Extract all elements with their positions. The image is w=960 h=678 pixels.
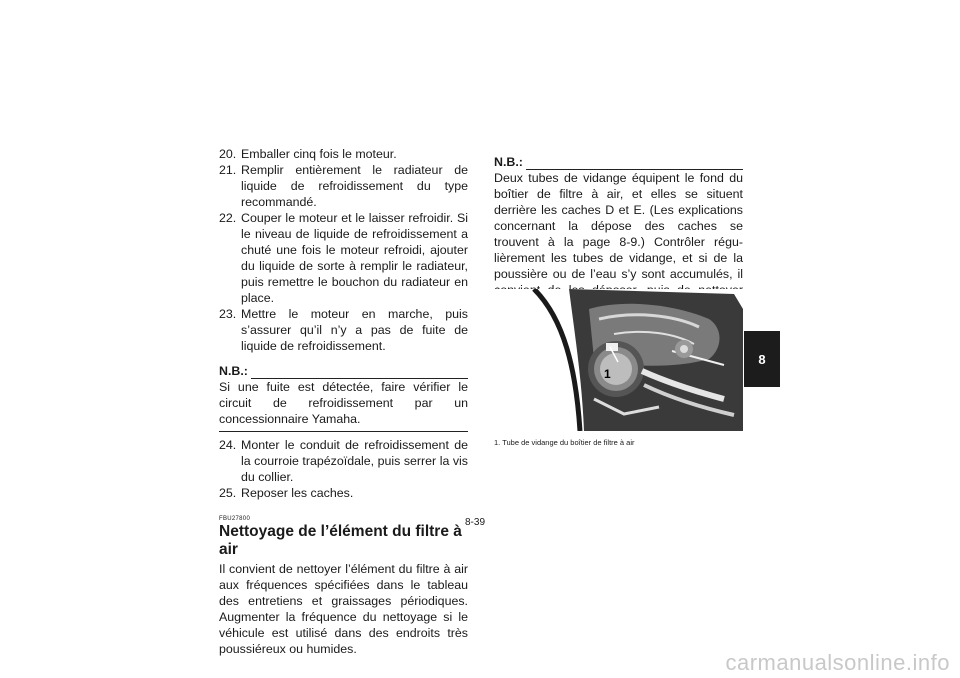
note-header	[494, 154, 743, 170]
left-column	[219, 146, 468, 657]
note-rule	[251, 367, 468, 379]
note-label: N.B.:	[219, 364, 248, 378]
step-text: Remplir entièrement le radiateur de liquide de refroidissement du type recommandé.	[241, 163, 468, 209]
airbox-photo	[494, 289, 743, 431]
step-text: Reposer les caches.	[241, 486, 354, 500]
step-number: 22.	[219, 211, 237, 225]
note-text: Deux tubes de vidange équipent le fond du boîtier de filtre à air, et elles se situent derrière les caches D et E. (Les explications concernant la dépose des caches se trouvent à la page 8-9.) Contrôler régulièrement les tubes de vidange, et si de la poussière ou de l’eau s’y sont accumulés, il	[494, 171, 743, 281]
watermark: carmanualsonline.info	[725, 650, 950, 675]
note-rule	[526, 158, 743, 170]
step-number: 23.	[219, 307, 237, 321]
note-header	[219, 363, 468, 379]
note-label: N.B.:	[494, 155, 523, 169]
step-number: 24.	[219, 438, 237, 452]
step-24	[219, 437, 468, 485]
step-number: 20.	[219, 147, 237, 161]
step-25	[219, 485, 468, 501]
step-text: Couper le moteur et le laisser refroidir. Si le niveau de liquide de refroidissement a chuté une fois le moteur refroidi, ajouter du liquide de sorte à remplir le radiateur, puis remettre le bouchon du radiateur en place.	[241, 211, 468, 305]
section-text: Il convient de nettoyer l’élément du filtre à air aux fréquences spécifiées dans le tableau des entretiens et graissages périodiques. Augmenter la fréquence du nettoyage si le véhicule est utilisé dans des endroits très poussiéreux ou humides.	[219, 562, 468, 656]
step-text: Emballer cinq fois le moteur.	[241, 147, 397, 161]
step-number: 25.	[219, 486, 237, 500]
step-number: 21.	[219, 163, 237, 177]
step-23	[219, 306, 468, 354]
section-title: Nettoyage de l’élément du filtre à air	[219, 523, 462, 558]
step-text: Mettre le moteur en marche, puis s’assurer qu’il n’y a pas de fuite de liquide de refroidissement.	[241, 307, 468, 353]
airbox-drawing	[494, 289, 743, 431]
note-text: Si une fuite est détectée, faire vérifier le circuit de refroidissement par un concessionnaire Yamaha.	[219, 380, 468, 426]
step-20	[219, 146, 468, 162]
note-end-rule	[219, 429, 468, 432]
chapter-tab: 8	[744, 331, 780, 387]
step-21	[219, 162, 468, 210]
figure-caption: 1. Tube de vidange du boîtier de filtre à air	[494, 438, 635, 447]
page-number: 8-39	[465, 517, 486, 528]
step-text: Monter le conduit de refroidissement de la courroie trapézoïdale, puis serrer la vis du collier.	[241, 438, 468, 484]
section-code: FBU27800	[219, 516, 251, 522]
callout-1: 1	[604, 367, 611, 381]
step-22	[219, 210, 468, 306]
